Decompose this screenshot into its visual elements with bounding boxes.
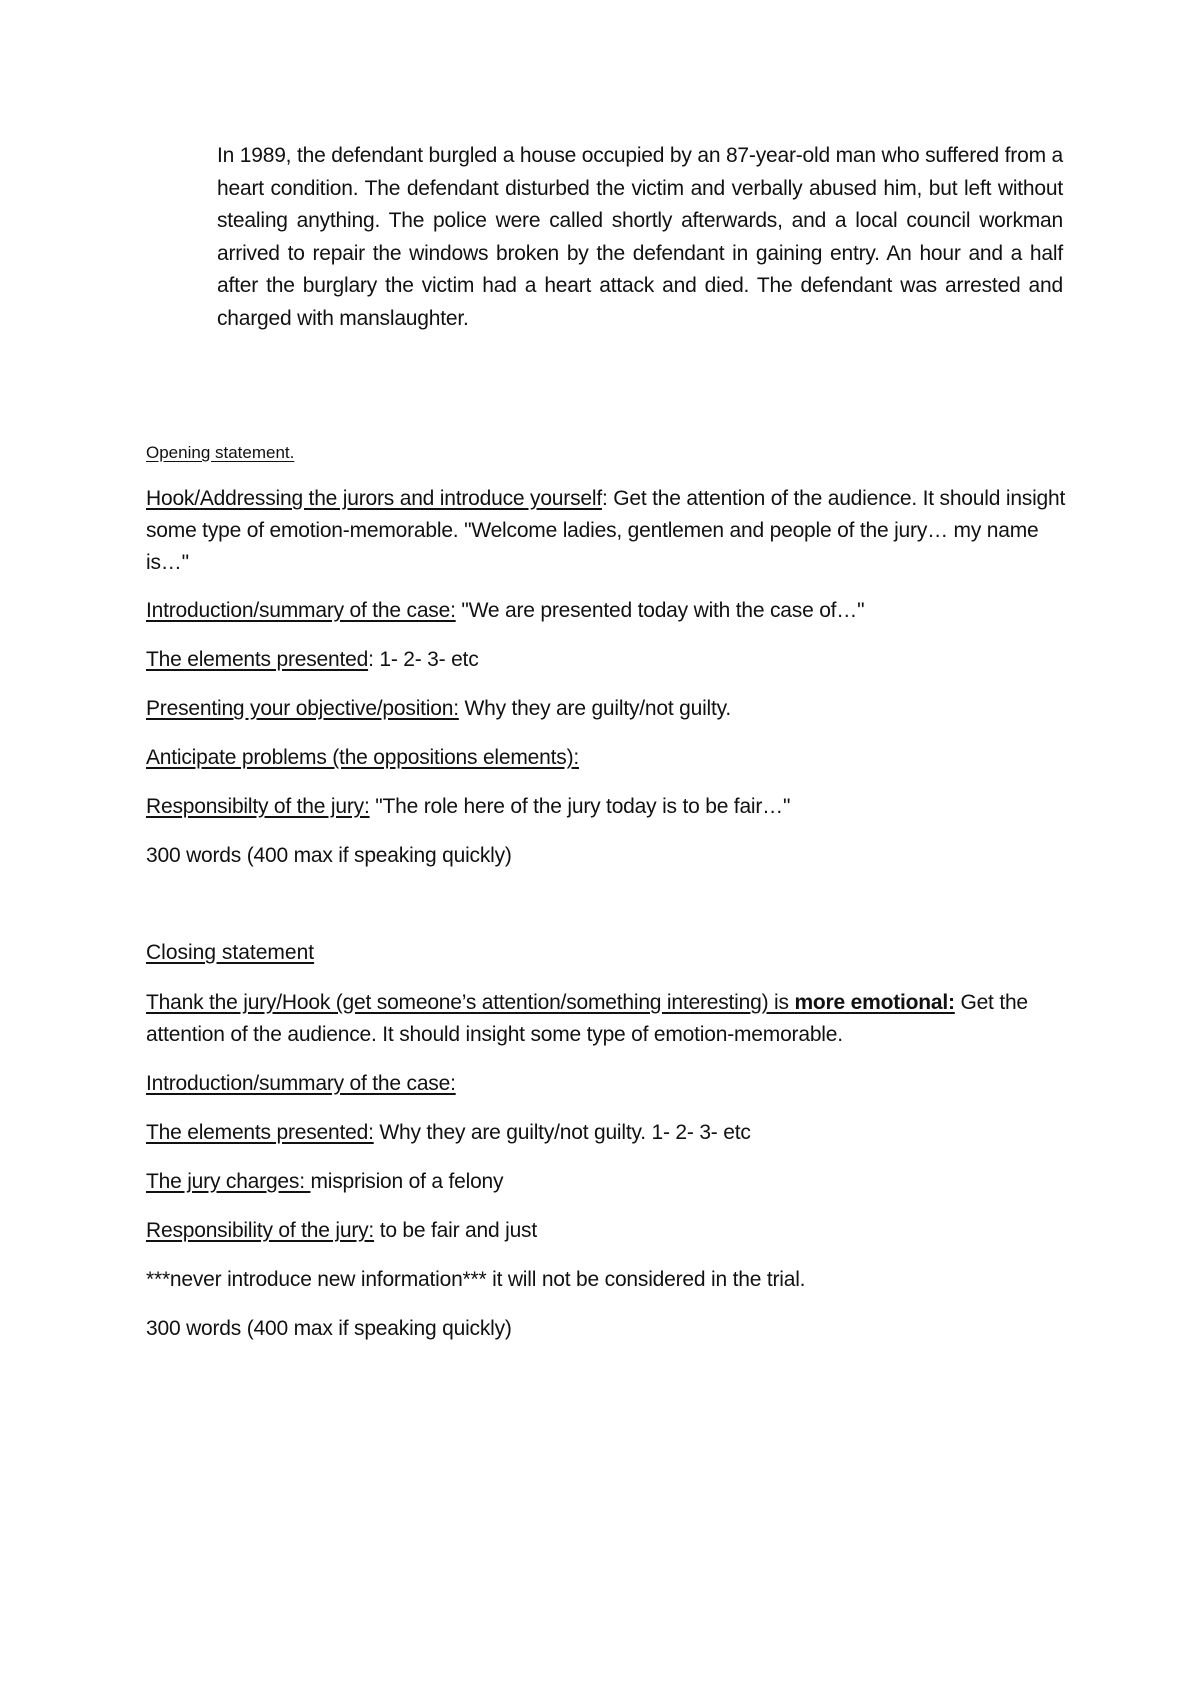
item-text: to be fair and just [379,1219,537,1242]
opening-item-anticipate [146,742,1086,774]
opening-item-hook [146,483,1086,579]
opening-statement-heading: Opening statement. [146,443,295,462]
opening-statement-section [146,438,1086,867]
item-label: Introduction/summary of the case: [146,599,456,622]
item-text: Why they are guilty/not guilty. 1- 2- 3- etc [379,1121,751,1144]
item-label: Anticipate problems (the oppositions elements): [146,746,579,769]
item-sep: : [601,487,614,510]
item-text: "The role here of the jury today is to be fair…" [375,795,791,818]
item-label: The jury charges: [146,1170,311,1193]
item-text: Get the attention of the audience. It should insight some type of emotion-memorable. "Welcome ladies, gentlemen and people of the jury… my name is…" [146,487,1066,574]
item-text: Why they are guilty/not guilty. [464,697,732,720]
closing-item-jury-charges [146,1166,1086,1198]
item-label: The elements presented: [146,1121,374,1144]
item-text: 1- 2- 3- etc [379,648,479,671]
opening-item-introduction [146,595,1086,627]
item-label: The elements presented [146,648,369,671]
item-label: Thank the jury/Hook (get someone’s attention/something interesting) is [146,991,795,1014]
item-text: Get the attention of the audience. It should insight some type of emotion-memorable. [146,991,1028,1046]
opening-item-objective [146,693,1086,725]
item-text: "We are presented today with the case of…" [461,599,865,622]
closing-statement-heading: Closing statement [146,941,315,964]
item-label: Hook/Addressing the jurors and introduce yourself [146,487,602,510]
item-label: Responsibilty of the jury: [146,795,370,818]
item-text: misprision of a felony [310,1170,504,1193]
opening-item-responsibility [146,791,1086,823]
item-label: Presenting your objective/position: [146,697,459,720]
closing-word-count: 300 words (400 max if speaking quickly) [146,1317,512,1340]
closing-statement-section [146,938,1086,1340]
opening-item-elements [146,644,1086,676]
closing-item-thank-jury [146,987,1086,1051]
item-label-bold: more emotional: [794,991,955,1014]
case-facts-paragraph: In 1989, the defendant burgled a house occupied by an 87-year-old man who suffered from a heart condition. The defendant disturbed the victim and verbally abused him, but left without stealing anything. The police were called shortly afterwards, and a local council workman arrived to repair the windows broken by the defendant in gaining entry. An hour and a half after the burglary the victim had a heart attack and died. The defendant was arrested and charged with manslaughter. [217,144,1063,330]
item-label: Introduction/summary of the case: [146,1072,456,1095]
item-sep: : [368,648,380,671]
opening-word-count: 300 words (400 max if speaking quickly) [146,844,512,867]
closing-item-introduction [146,1068,1086,1100]
closing-item-elements [146,1117,1086,1149]
item-label: Responsibility of the jury: [146,1219,375,1242]
closing-note: ***never introduce new information*** it will not be considered in the trial. [146,1268,806,1291]
closing-item-responsibility [146,1215,1086,1247]
